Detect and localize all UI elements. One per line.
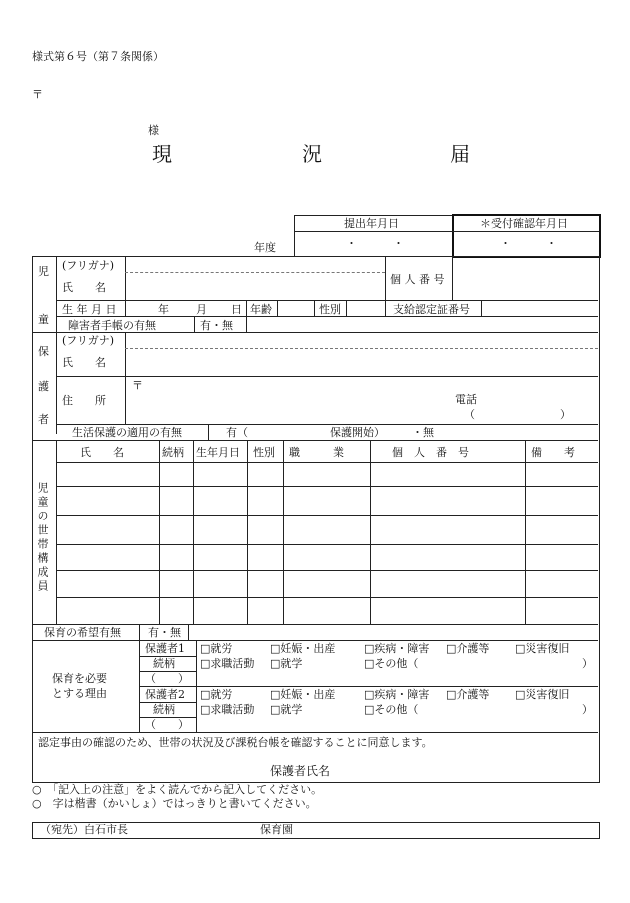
reason-guardian1-label: 保護者1 [145,642,185,655]
child-sex-label: 性別 [319,303,341,316]
household-row[interactable] [57,463,597,486]
footer-addressee: （宛先）白石市長 [40,823,128,836]
g1-reason-study[interactable]: □就学 [270,657,303,670]
child-personal-no-label: 個 人 番 号 [390,273,445,286]
col-dob: 生年月日 [196,446,240,459]
child-section-label-1: 児 [38,265,49,278]
g2-reason-jobhunt[interactable]: □求職活動 [200,703,255,716]
household-row[interactable] [57,545,597,570]
reason-label-1: 保育を必要 [52,672,107,685]
guardian-furigana-label: (フリガナ) [62,334,115,347]
g1-reason-pregnancy[interactable]: □妊娠・出産 [270,642,336,655]
col-relation: 続柄 [162,446,184,459]
child-age-label: 年齢 [250,303,272,316]
disability-value[interactable]: 有・無 [200,319,233,332]
reason-guardian2-label: 保護者2 [145,688,185,701]
g1-reason-care[interactable]: □介護等 [446,642,490,655]
guardian-name-label: 氏 名 [62,356,106,369]
col-remarks: 備 考 [531,446,575,459]
guardian-address-label: 住 所 [62,394,106,407]
child-dob-label: 生 年 月 日 [62,303,117,316]
g2-reason-study[interactable]: □就学 [270,703,303,716]
guardian-section-label-2: 護 [38,380,49,393]
consent-signature-label: 保護者氏名 [270,764,331,778]
col-sex: 性別 [253,446,275,459]
signature-field[interactable] [340,760,590,780]
title-char-1: 現 [152,142,174,166]
g2-reason-other[interactable]: □その他（ [364,703,419,716]
household-row[interactable] [57,516,597,544]
child-section-label-2: 童 [38,313,49,326]
col-name: 氏 名 [80,446,124,459]
reason-guardian2-relation-field[interactable]: （ ） [145,718,189,731]
g2-reason-disaster[interactable]: □災害復旧 [515,688,570,701]
title-char-3: 届 [450,142,472,166]
guardian-section-label-3: 者 [38,413,49,426]
g2-reason-illness[interactable]: □疾病・障害 [364,688,430,701]
submit-date-label: 提出年月日 [344,217,399,230]
col-personal-no: 個 人 番 号 [392,446,469,459]
welfare-label: 生活保護の適用の有無 [72,426,182,439]
reason-guardian1-relation-field[interactable]: （ ） [145,672,189,685]
guardian-postal-mark: 〒 [132,379,143,392]
welfare-no[interactable]: ・無 [412,426,434,439]
guardian-section-label-1: 保 [38,345,49,358]
reason-label-2: とする理由 [52,687,107,700]
reason-guardian1-relation-label: 続柄 [153,657,175,670]
childcare-wish-value[interactable]: 有・無 [148,626,181,639]
child-name-field[interactable] [126,257,384,300]
g1-reason-disaster[interactable]: □災害復旧 [515,642,570,655]
note-2: ○ 字は楷書（かいしょ）ではっきりと書いてください。 [32,797,317,810]
footer-nursery: 保育園 [260,823,293,836]
household-section-label: 児童の世帯構成員 [36,482,49,594]
addressee-sama: 様 [148,124,159,137]
child-personal-no-field[interactable] [453,257,597,300]
consent-text: 認定事由の確認のため、世帯の状況及び課税台帳を確認することに同意します。 [38,736,433,749]
guardian-address-field[interactable] [126,377,446,423]
welfare-start: 保護開始） [330,426,385,439]
household-row[interactable] [57,571,597,597]
g2-reason-care[interactable]: □介護等 [446,688,490,701]
note-1: ○ 「記入上の注意」をよく読んでから記入してください。 [32,783,323,796]
guardian-phone-field[interactable] [478,406,558,422]
form-number: 様式第６号（第７条関係） [32,50,164,63]
g1-reason-other[interactable]: □その他（ [364,657,419,670]
g1-reason-jobhunt[interactable]: □求職活動 [200,657,255,670]
col-job: 職 業 [289,446,344,459]
g2-reason-pregnancy[interactable]: □妊娠・出産 [270,688,336,701]
title-char-2: 況 [302,142,324,166]
g2-reason-work[interactable]: □就労 [200,688,233,701]
guardian-phone-label: 電話 [455,393,477,406]
disability-label: 障害者手帳の有無 [68,319,156,332]
received-date-label: ＊受付確認年月日 [480,217,568,230]
header-postal-mark: 〒 [32,88,43,101]
child-name-label: 氏 名 [62,281,106,294]
reason-guardian2-relation-label: 続柄 [153,703,175,716]
childcare-wish-label: 保育の希望有無 [44,626,121,639]
child-cert-no-label: 支給認定証番号 [393,303,470,316]
fiscal-year-label: 年度 [254,241,276,254]
child-cert-no-field[interactable] [482,301,597,316]
g1-reason-work[interactable]: □就労 [200,642,233,655]
g1-reason-illness[interactable]: □疾病・障害 [364,642,430,655]
child-furigana-label: (フリガナ) [62,259,115,272]
household-row[interactable] [57,487,597,515]
household-row[interactable] [57,598,597,623]
guardian-name-field[interactable] [126,349,597,376]
welfare-yes[interactable]: 有（ [226,426,248,439]
